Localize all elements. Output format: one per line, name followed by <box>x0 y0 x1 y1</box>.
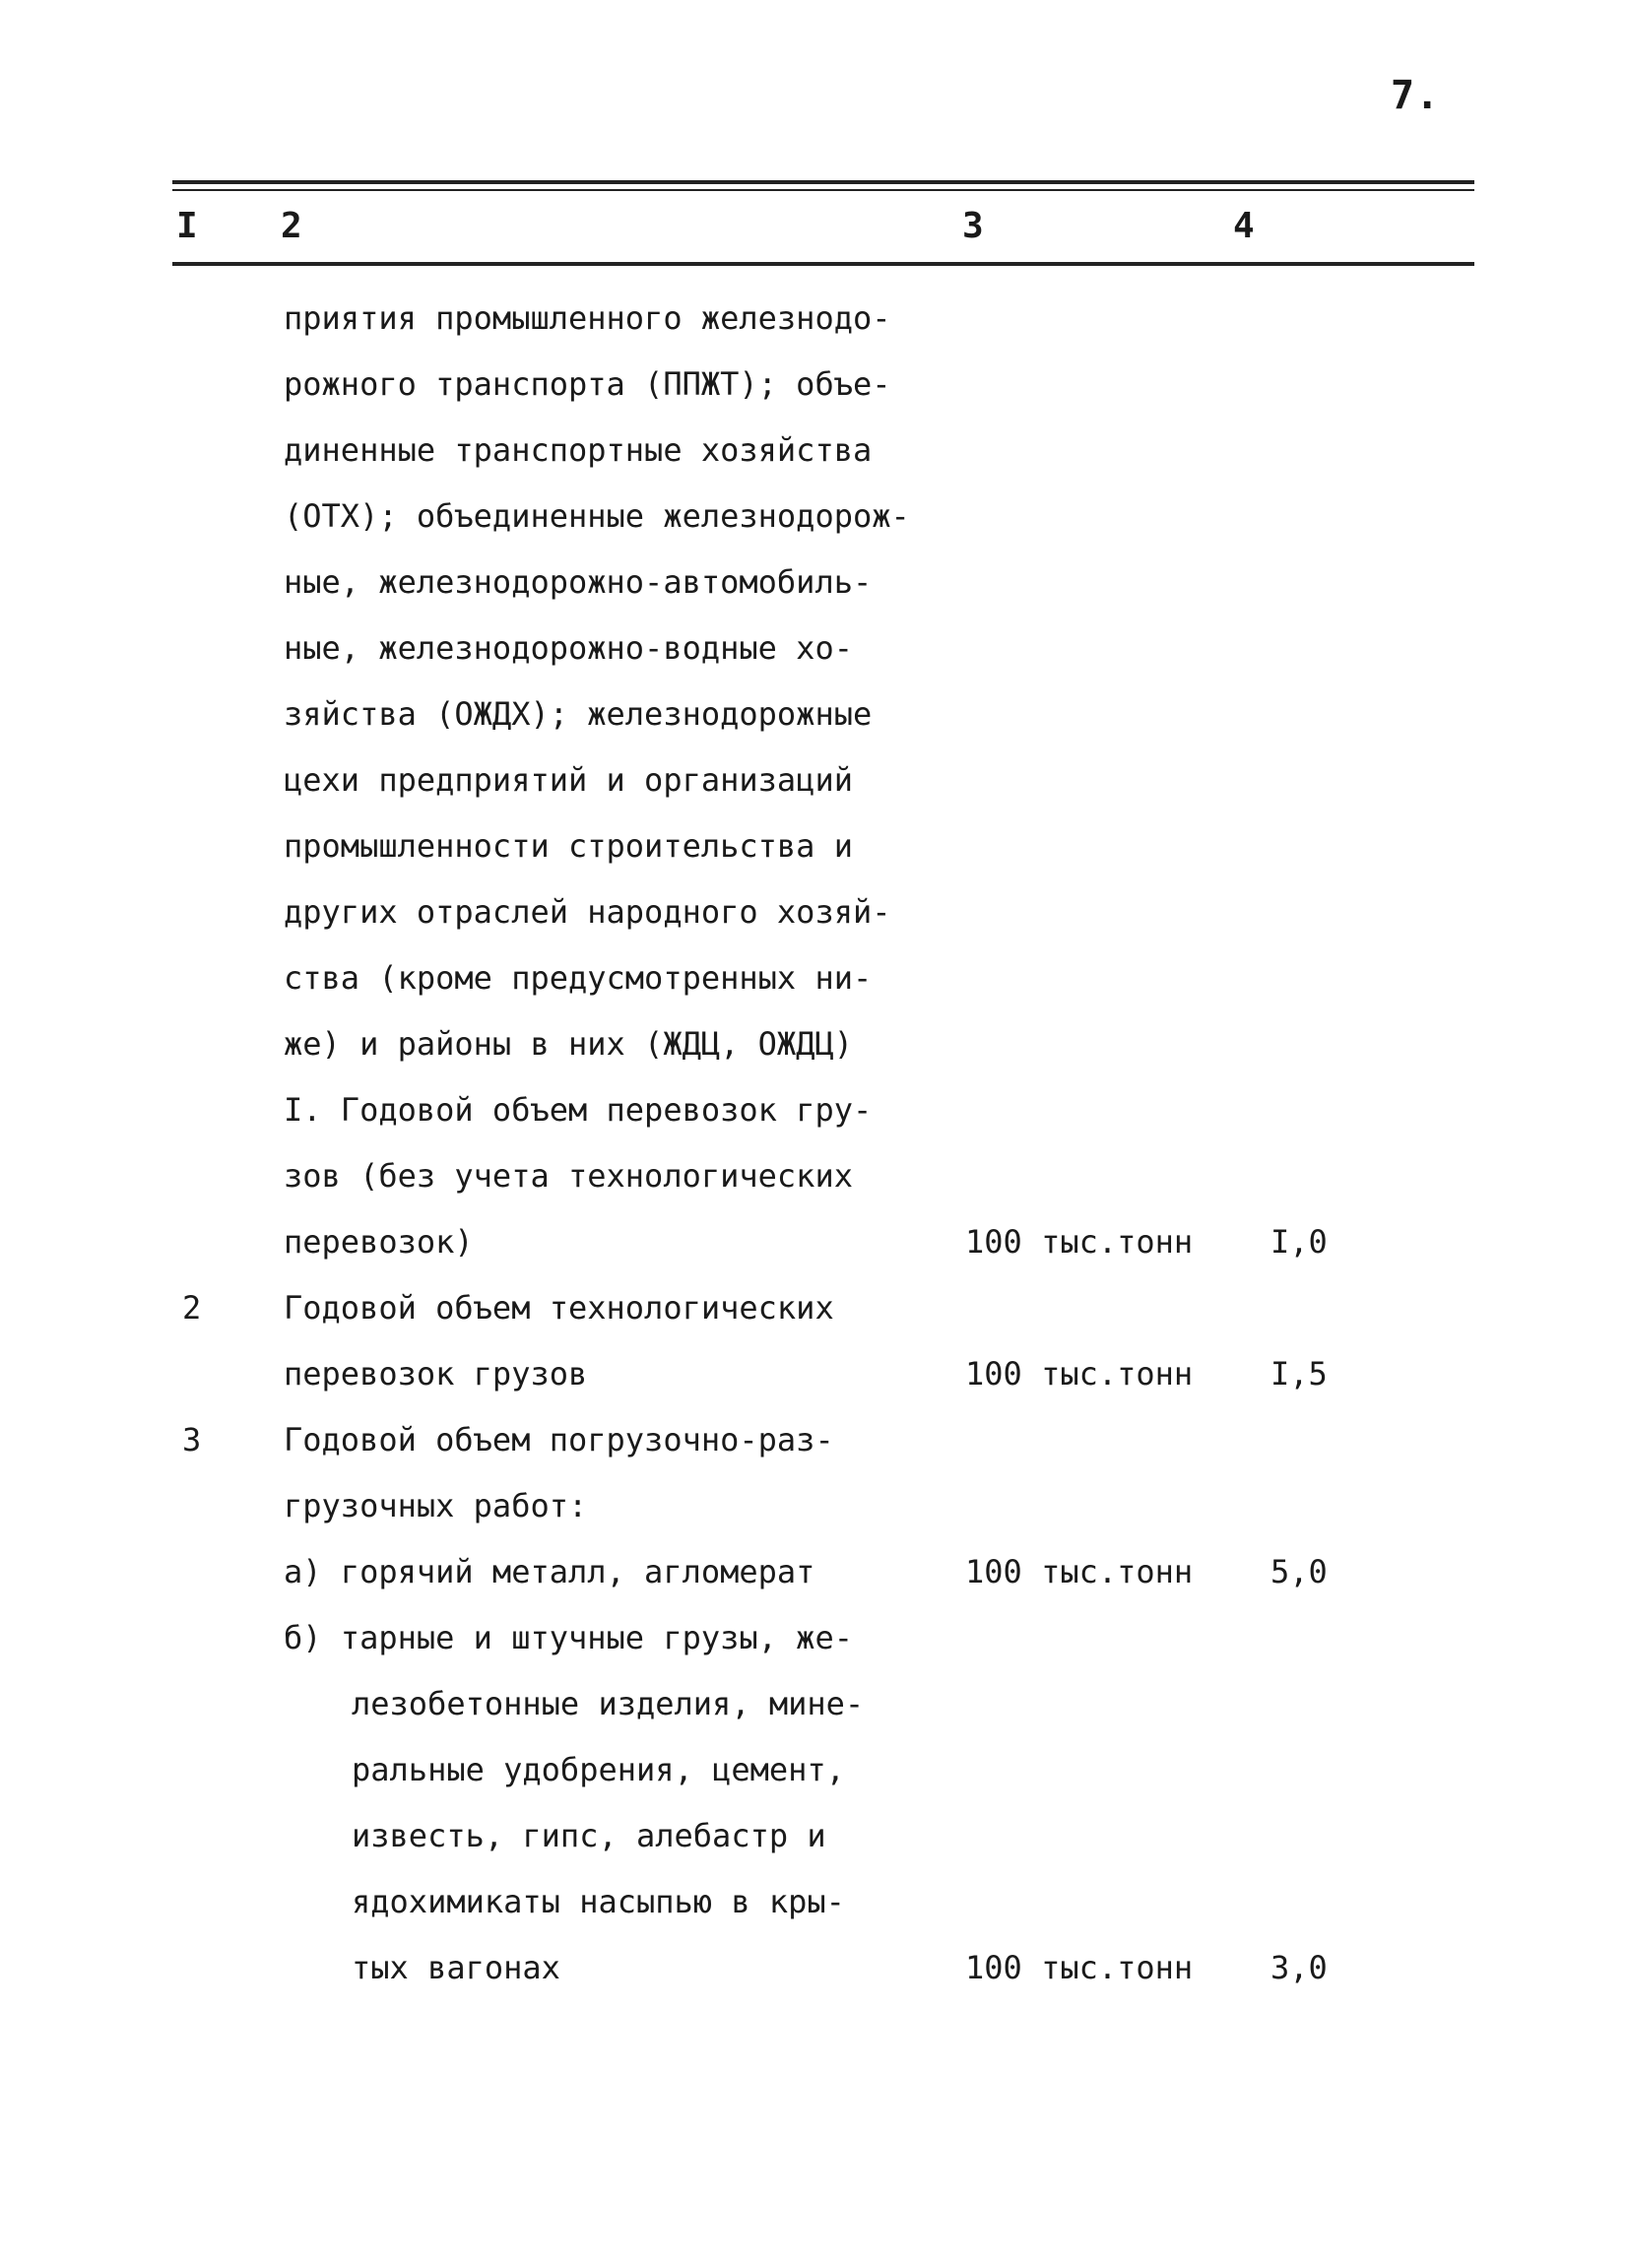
row-description: известь, гипс, алебастр и <box>352 1817 826 1854</box>
row-description: перевозок) <box>284 1223 474 1261</box>
table-row <box>0 1816 1628 1882</box>
row-description: а) горячий металл, агломерат <box>284 1553 815 1590</box>
row-description: приятия промышленного железнодо- <box>284 299 891 337</box>
row-description: других отраслей народного хозяй- <box>284 893 891 931</box>
table-top-rule-thin <box>172 189 1474 191</box>
table-row <box>0 760 1628 826</box>
table-row <box>0 1618 1628 1684</box>
row-description: (ОТХ); объединенные железнодорож- <box>284 497 910 535</box>
table-row <box>0 496 1628 562</box>
table-row <box>0 1882 1628 1948</box>
table-row <box>0 1156 1628 1222</box>
row-description: ные, железнодорожно-водные хо- <box>284 629 853 667</box>
header-bottom-rule <box>172 262 1474 266</box>
table-row <box>0 1090 1628 1156</box>
row-value: 3,0 <box>1270 1949 1328 1986</box>
row-description: лезобетонные изделия, мине- <box>352 1685 865 1722</box>
row-description: зов (без учета технологических <box>284 1157 853 1195</box>
row-description: I. Годовой объем перевозок гру- <box>284 1091 873 1129</box>
table-row <box>0 1948 1628 2014</box>
row-description: перевозок грузов <box>284 1355 588 1393</box>
row-description: цехи предприятий и организаций <box>284 761 853 799</box>
table-row <box>0 562 1628 628</box>
table-row <box>0 1024 1628 1090</box>
row-description: Годовой объем технологических <box>284 1289 834 1327</box>
table-row <box>0 958 1628 1024</box>
table-top-rule <box>172 180 1474 184</box>
row-value: 5,0 <box>1270 1553 1328 1590</box>
table-row <box>0 1552 1628 1618</box>
row-value: I,5 <box>1270 1355 1328 1393</box>
table-row <box>0 628 1628 694</box>
column-header-2: 2 <box>281 206 302 246</box>
row-description: зяйства (ОЖДХ); железнодорожные <box>284 695 873 733</box>
row-description: грузочных работ: <box>284 1487 588 1524</box>
row-unit: 100 тыс.тонн <box>965 1355 1194 1393</box>
column-header-4: 4 <box>1233 206 1255 246</box>
table-row <box>0 364 1628 430</box>
table-row <box>0 430 1628 496</box>
row-description: промышленности строительства и <box>284 827 853 865</box>
table-row <box>0 1750 1628 1816</box>
row-value: I,0 <box>1270 1223 1328 1261</box>
table-row <box>0 1288 1628 1354</box>
row-description: ядохимикаты насыпью в кры- <box>352 1883 845 1920</box>
table-row <box>0 298 1628 364</box>
column-header-1: I <box>176 206 198 246</box>
row-description: Годовой объем погрузочно-раз- <box>284 1421 834 1458</box>
row-description: ральные удобрения, цемент, <box>352 1751 845 1788</box>
column-header-3: 3 <box>962 206 984 246</box>
row-number: 3 <box>182 1421 202 1458</box>
row-description: тых вагонах <box>352 1949 560 1986</box>
row-unit: 100 тыс.тонн <box>965 1553 1194 1590</box>
table-row <box>0 1354 1628 1420</box>
table-row <box>0 1684 1628 1750</box>
table-row <box>0 892 1628 958</box>
row-description: ные, железнодорожно-автомобиль- <box>284 563 873 601</box>
row-unit: 100 тыс.тонн <box>965 1223 1194 1261</box>
row-description: диненные транспортные хозяйства <box>284 431 873 469</box>
table-row <box>0 694 1628 760</box>
table-row <box>0 1420 1628 1486</box>
row-description: б) тарные и штучные грузы, же- <box>284 1619 853 1656</box>
table-row <box>0 1486 1628 1552</box>
row-description: же) и районы в них (ЖДЦ, ОЖДЦ) <box>284 1025 853 1063</box>
table-row <box>0 1222 1628 1288</box>
row-description: ства (кроме предусмотренных ни- <box>284 959 873 997</box>
row-description: рожного транспорта (ППЖТ); объе- <box>284 365 891 403</box>
table-row <box>0 826 1628 892</box>
row-number: 2 <box>182 1289 202 1327</box>
row-unit: 100 тыс.тонн <box>965 1949 1194 1986</box>
page-number: 7. <box>1391 73 1441 118</box>
